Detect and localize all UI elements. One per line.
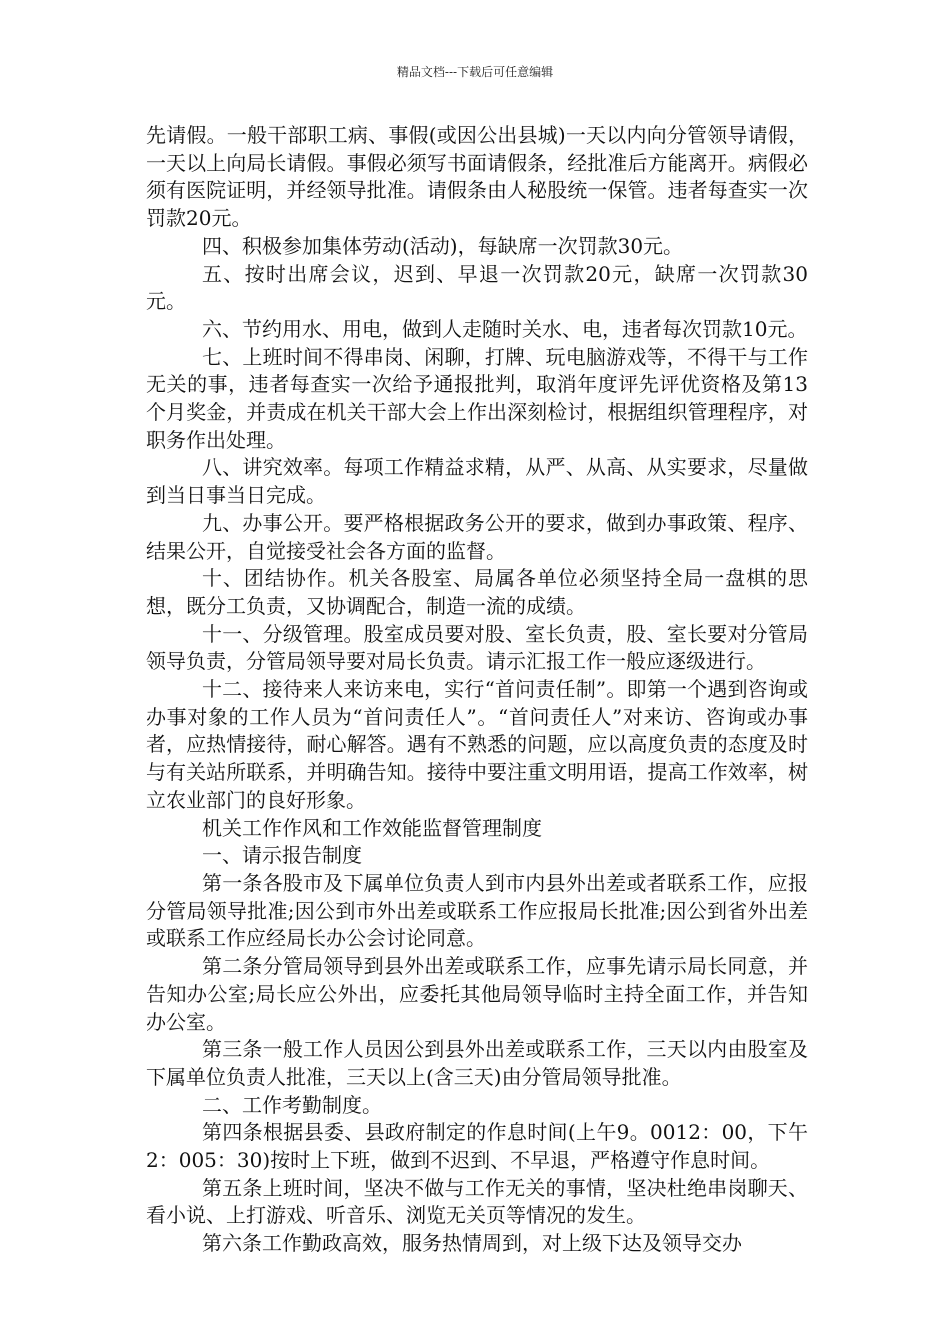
paragraph-article-4: 第四条根据县委、县政府制定的作息时间(上午9。0012：00，下午2：005：30)按时上下班，做到不迟到、不早退，严格遵守作息时间。 bbox=[146, 1120, 808, 1173]
paragraph-rule-8: 八、讲究效率。每项工作精益求精，从严、从高、从实要求，尽量做到当日事当日完成。 bbox=[146, 455, 808, 508]
paragraph-rule-4: 四、积极参加集体劳动(活动)，每缺席一次罚款30元。 bbox=[202, 233, 684, 258]
section-heading-2: 二、工作考勤制度。 bbox=[202, 1092, 382, 1117]
paragraph-rule-5: 五、按时出席会议，迟到、早退一次罚款20元，缺席一次罚款30元。 bbox=[146, 261, 808, 314]
paragraph-rule-12: 十二、接待来人来访来电，实行“首问责任制”。即第一个遇到咨询或办事对象的工作人员为“首问责任人”。“首问责任人”对来访、咨询或办事者，应热情接待，耐心解答。遇有不熟悉的问题，应以高度负责的态度及时与有关站所联系，并明确告知。接待中要注重文明用语，提高工作效率，树立农业部门的良好形象。 bbox=[146, 677, 808, 812]
paragraph-rule-9: 九、办事公开。要严格根据政务公开的要求，做到办事政策、程序、结果公开，自觉接受社会各方面的监督。 bbox=[146, 510, 808, 563]
paragraph-leave-rules: 先请假。一般干部职工病、事假(或因公出县城)一天以内向分管领导请假，一天以上向局长请假。事假必须写书面请假条，经批准后方能离开。病假必须有医院证明，并经领导批准。请假条由人秘股统一保管。违者每查实一次罚款20元。 bbox=[146, 123, 808, 231]
paragraph-article-2: 第二条分管局领导到县外出差或联系工作，应事先请示局长同意，并告知办公室;局长应公外出，应委托其他局领导临时主持全面工作，并告知办公室。 bbox=[146, 954, 808, 1034]
page-header: 精品文档---下载后可任意编辑 bbox=[396, 65, 554, 79]
paragraph-rule-7: 七、上班时间不得串岗、闲聊，打牌、玩电脑游戏等，不得干与工作无关的事，违者每查实一次给予通报批判，取消年度评先评优资格及第13个月奖金，并责成在机关干部大会上作出深刻检讨，根据组织管理程序，对职务作出处理。 bbox=[146, 344, 808, 452]
section-heading-1: 一、请示报告制度 bbox=[202, 843, 362, 868]
paragraph-rule-6: 六、节约用水、用电，做到人走随时关水、电，违者每次罚款10元。 bbox=[202, 316, 808, 341]
paragraph-article-3: 第三条一般工作人员因公到县外出差或联系工作，三天以内由股室及下属单位负责人批准，三天以上(含三天)由分管局领导批准。 bbox=[146, 1037, 808, 1089]
section-title: 机关工作作风和工作效能监督管理制度 bbox=[202, 815, 542, 840]
paragraph-article-5: 第五条上班时间，坚决不做与工作无关的事情，坚决杜绝串岗聊天、看小说、上打游戏、听音乐、浏览无关页等情况的发生。 bbox=[146, 1175, 808, 1228]
paragraph-rule-11: 十一、分级管理。股室成员要对股、室长负责，股、室长要对分管局领导负责，分管局领导要对局长负责。请示汇报工作一般应逐级进行。 bbox=[146, 621, 808, 674]
paragraph-article-6: 第六条工作勤政高效，服务热情周到，对上级下达及领导交办 bbox=[202, 1231, 742, 1256]
document-body bbox=[146, 122, 808, 1258]
paragraph-rule-10: 十、团结协作。机关各股室、局属各单位必须坚持全局一盘棋的思想，既分工负责，又协调配合，制造一流的成绩。 bbox=[146, 566, 808, 618]
paragraph-article-1: 第一条各股市及下属单位负责人到市内县外出差或者联系工作，应报分管局领导批准;因公到市外出差或联系工作应报局长批准;因公到省外出差或联系工作应经局长办公会讨论同意。 bbox=[146, 870, 808, 951]
